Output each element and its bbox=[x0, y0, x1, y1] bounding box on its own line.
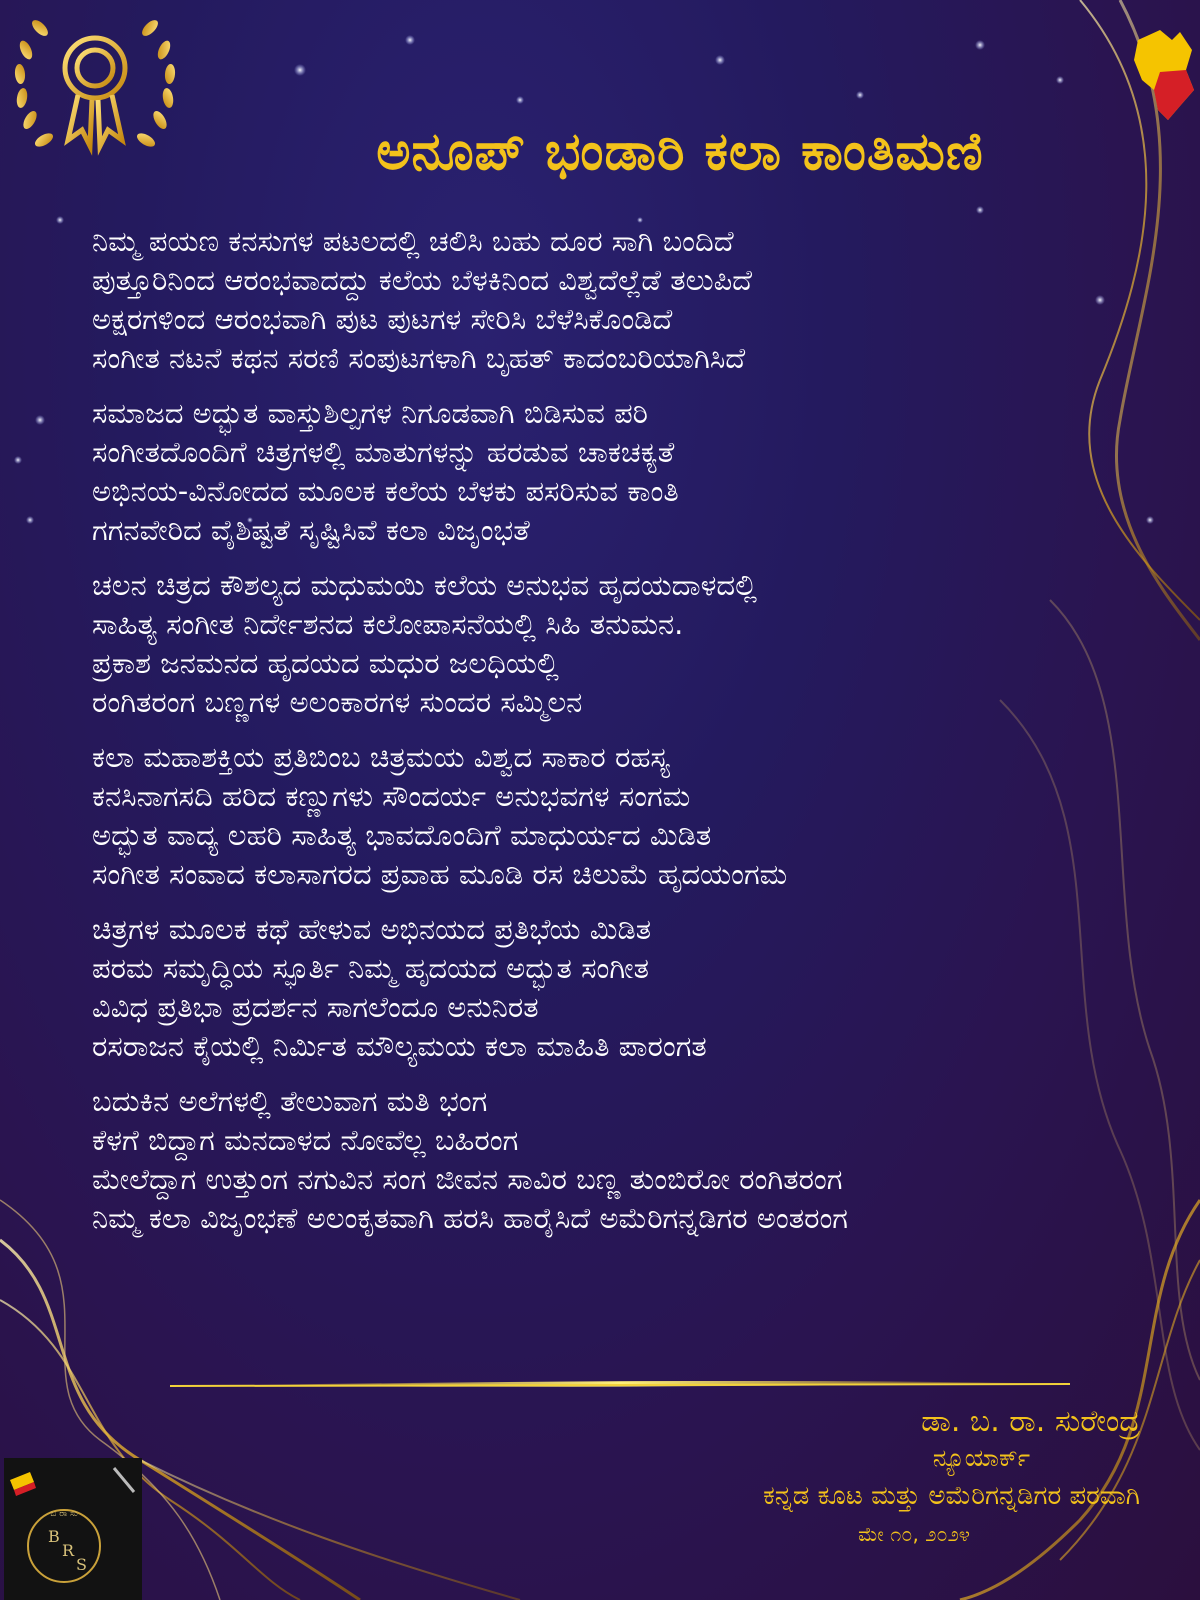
poem-line: ನಿಮ್ಮ ಪಯಣ ಕನಸುಗಳ ಪಟಲದಲ್ಲಿ ಚಲಿಸಿ ಬಹು ದೂರ ಸಾಗಿ ಬಂದಿದೆ bbox=[92, 224, 734, 258]
poem-line: ಸಮಾಜದ ಅದ್ಭುತ ವಾಸ್ತುಶಿಲ್ಪಗಳ ನಿಗೂಡವಾಗಿ ಬಿಡಿಸುವ ಪರಿ bbox=[92, 396, 648, 430]
poem-line: ಚಲನ ಚಿತ್ರದ ಕೌಶಲ್ಯದ ಮಧುಮಯಿ ಕಲೆಯ ಅನುಭವ ಹೃದಯದಾಳದಲ್ಲಿ bbox=[92, 568, 758, 602]
poem-line: ಕನಸಿನಾಗಸದಿ ಹರಿದ ಕಣ್ಣುಗಳು ಸೌಂದರ್ಯ ಅನುಭವಗಳ ಸಂಗಮ bbox=[92, 779, 691, 813]
poem-line: ಚಿತ್ರಗಳ ಮೂಲಕ ಕಥೆ ಹೇಳುವ ಅಭಿನಯದ ಪ್ರತಿಭೆಯ ಮಿಡಿತ bbox=[92, 912, 652, 946]
poem-line: ರಂಗಿತರಂಗ ಬಣ್ಣಗಳ ಅಲಂಕಾರಗಳ ಸುಂದರ ಸಮ್ಮಿಲನ bbox=[92, 685, 583, 719]
logo-letter: R bbox=[62, 1541, 75, 1560]
poem-line: ಸಂಗೀತ ನಟನೆ ಕಥನ ಸರಣಿ ಸಂಪುಟಗಳಾಗಿ ಬೃಹತ್ ಕಾದಂಬರಿಯಾಗಿಸಿದೆ bbox=[92, 341, 746, 375]
poem-line: ಬದುಕಿನ ಅಲೆಗಳಲ್ಲಿ ತೇಲುವಾಗ ಮತಿ ಭಂಗ bbox=[92, 1084, 488, 1118]
poem-line: ವಿವಿಧ ಪ್ರತಿಭಾ ಪ್ರದರ್ಶನ ಸಾಗಲೆಂದೂ ಅನುನಿರತ bbox=[92, 990, 539, 1024]
poem-stanza bbox=[92, 738, 1182, 894]
golden-divider bbox=[170, 1372, 1070, 1396]
poem-line: ಕಲಾ ಮಹಾಶಕ್ತಿಯ ಪ್ರತಿಬಿಂಬ ಚಿತ್ರಮಯ ವಿಶ್ವದ ಸಾಕಾರ ರಹಸ್ಯ bbox=[92, 740, 670, 774]
laurel-wreath-award-badge-icon bbox=[0, 0, 190, 170]
poem-line: ಪರಮ ಸಮೃದ್ಧಿಯ ಸ್ಫೂರ್ತಿ ನಿಮ್ಮ ಹೃದಯದ ಅದ್ಭುತ ಸಂಗೀತ bbox=[92, 951, 649, 985]
signature-block bbox=[763, 1402, 1140, 1550]
poem-line: ಸಾಹಿತ್ಯ ಸಂಗೀತ ನಿರ್ದೇಶನದ ಕಲೋಪಾಸನೆಯಲ್ಲಿ ಸಿಹಿ ತನುಮನ. bbox=[92, 607, 684, 641]
poem-line: ಗಗನವೇರಿದ ವೈಶಿಷ್ಟತೆ ಸೃಷ್ಟಿಸಿವೆ ಕಲಾ ವಿಜೃಂಭತೆ bbox=[92, 513, 530, 547]
poem-line: ಪ್ರಕಾಶ ಜನಮನದ ಹೃದಯದ ಮಧುರ ಜಲಧಿಯಲ್ಲಿ bbox=[92, 646, 559, 680]
poem-stanza bbox=[92, 394, 1182, 550]
signature-name: ಡಾ. ಬ. ರಾ. ಸುರೇಂದ್ರ bbox=[921, 1404, 1140, 1439]
signature-city: ನ್ಯೂಯಾರ್ಕ್ bbox=[932, 1444, 1030, 1472]
logo-top-text: ಬ ರಾ ಸು bbox=[50, 1509, 78, 1519]
signature-date: ಮೇ ೧೦, ೨೦೨೪ bbox=[858, 1522, 970, 1546]
poem-line: ಅದ್ಭುತ ವಾದ್ಯ ಲಹರಿ ಸಾಹಿತ್ಯ ಭಾವದೊಂದಿಗೆ ಮಾಧುರ್ಯದ ಮಿಡಿತ bbox=[92, 818, 712, 852]
poem-stanza bbox=[92, 910, 1182, 1066]
poem-line: ಮೇಲೆದ್ದಾಗ ಉತ್ತುಂಗ ನಗುವಿನ ಸಂಗ ಜೀವನ ಸಾವಿರ ಬಣ್ಣ ತುಂಬಿರೋ ರಂಗಿತರಂಗ bbox=[92, 1162, 843, 1196]
poem-line: ಸಂಗೀತ ಸಂವಾದ ಕಲಾಸಾಗರದ ಪ್ರವಾಹ ಮೂಡಿ ರಸ ಚಿಲುಮೆ ಹೃದಯಂಗಮ bbox=[92, 857, 788, 891]
poem-stanza bbox=[92, 222, 1182, 378]
poem-stanza bbox=[92, 1082, 1182, 1238]
page-title: ಅನೂಪ್ ಭಂಡಾರಿ ಕಲಾ ಕಾಂತಿಮಣಿ bbox=[376, 122, 984, 182]
poem-line: ಅಭಿನಯ-ವಿನೋದದ ಮೂಲಕ ಕಲೆಯ ಬೆಳಕು ಪಸರಿಸುವ ಕಾಂತಿ bbox=[92, 474, 679, 508]
poem-line: ನಿಮ್ಮ ಕಲಾ ವಿಜೃಂಭಣೆ ಅಲಂಕೃತವಾಗಿ ಹರಸಿ ಹಾರೈಸಿದೆ ಅಮೆರಿಗನ್ನಡಿಗರ ಅಂತರಂಗ bbox=[92, 1201, 848, 1235]
poem-stanza bbox=[92, 566, 1182, 722]
poem-line: ರಸರಾಜನ ಕೈಯಲ್ಲಿ ನಿರ್ಮಿತ ಮೌಲ್ಯಮಯ ಕಲಾ ಮಾಹಿತಿ ಪಾರಂಗತ bbox=[92, 1029, 707, 1063]
poem-line: ಸಂಗೀತದೊಂದಿಗೆ ಚಿತ್ರಗಳಲ್ಲಿ ಮಾತುಗಳನ್ನು ಹರಡುವ ಚಾಕಚಕ್ಯತೆ bbox=[92, 435, 675, 469]
poem-line: ಪುತ್ತೂರಿನಿಂದ ಆರಂಭವಾದದ್ದು ಕಲೆಯ ಬೆಳಕಿನಿಂದ ವಿಶ್ವದೆಲ್ಲೆಡೆ ತಲುಪಿದೆ bbox=[92, 263, 753, 297]
brs-logo-icon bbox=[4, 1458, 142, 1600]
poem-line: ಕೆಳಗೆ ಬಿದ್ದಾಗ ಮನದಾಳದ ನೋವೆಲ್ಲ ಬಹಿರಂಗ bbox=[92, 1123, 519, 1157]
poem-body bbox=[92, 222, 1182, 1254]
logo-letter: B bbox=[48, 1527, 60, 1546]
poem-line: ಅಕ್ಷರಗಳಿಂದ ಆರಂಭವಾಗಿ ಪುಟ ಪುಟಗಳ ಸೇರಿಸಿ ಬೆಳೆಸಿಕೊಂಡಿದೆ bbox=[92, 302, 673, 336]
signature-organization: ಕನ್ನಡ ಕೂಟ ಮತ್ತು ಅಮೆರಿಗನ್ನಡಿಗರ ಪರವಾಗಿ bbox=[763, 1481, 1140, 1511]
logo-letter: S bbox=[76, 1555, 87, 1574]
